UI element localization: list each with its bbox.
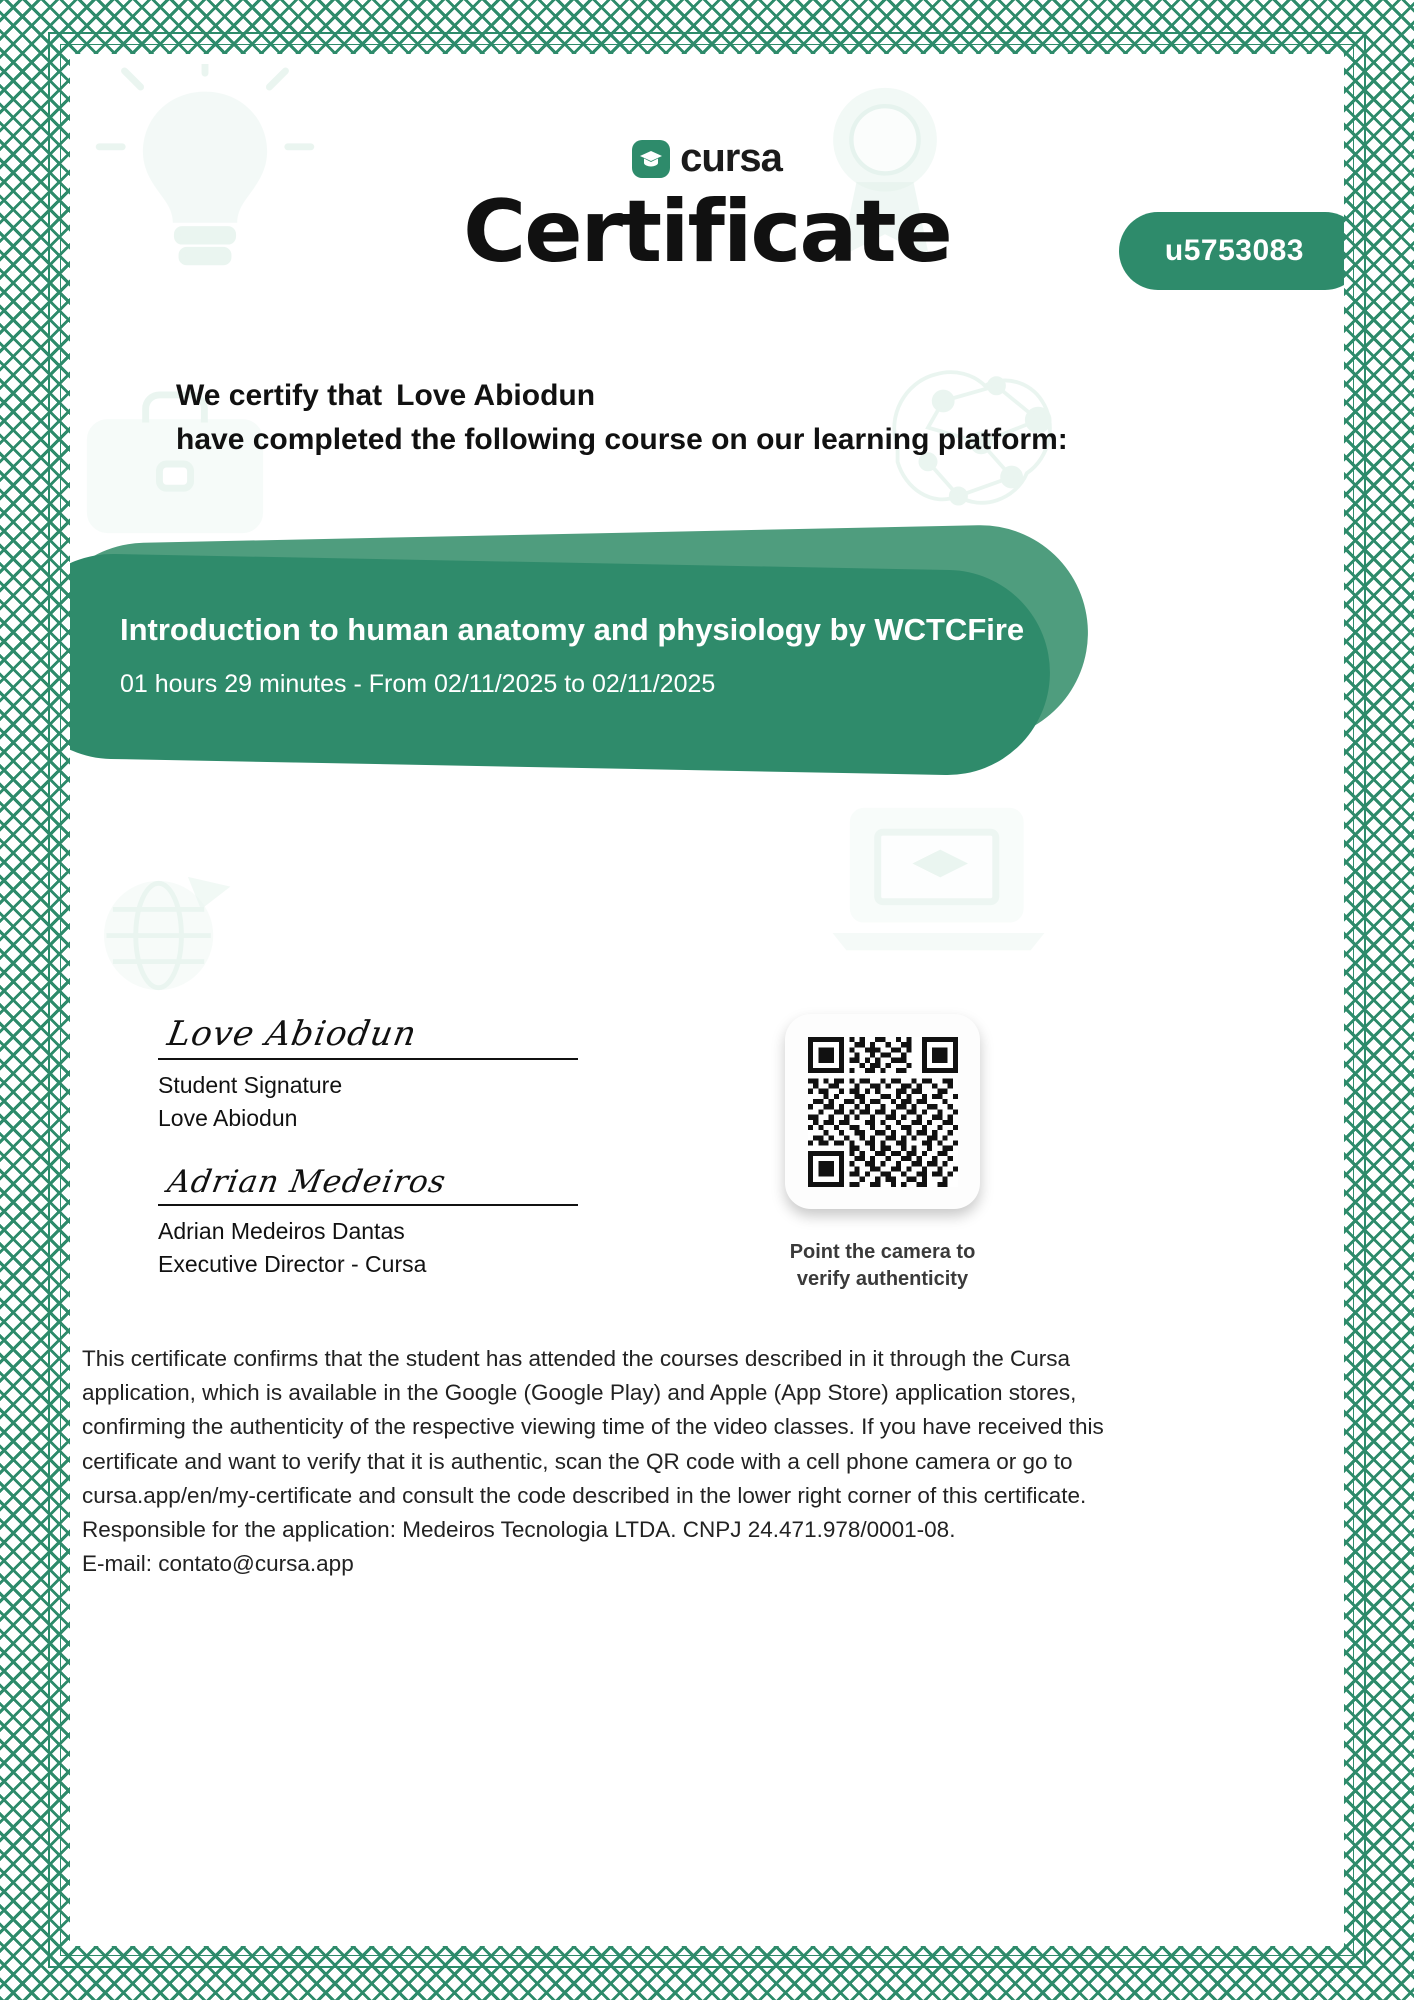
brand-logo: [70, 136, 1344, 181]
course-duration-dates: 01 hours 29 minutes - From 02/11/2025 to 02/11/2025: [120, 670, 716, 698]
footer-line-7-email: E-mail: contato@cursa.app: [82, 1551, 354, 1577]
student-signature-block: [158, 1014, 678, 1134]
footer-line-5: cursa.app/en/my-certificate and consult the code described in the lower right corner of this certificate.: [82, 1482, 1087, 1508]
student-signature-script: Love Abiodun: [164, 1014, 420, 1054]
footer-line-3: confirming the authenticity of the respective viewing time of the video classes. If you have received this: [82, 1414, 1104, 1440]
graduation-cap-icon: [632, 140, 670, 178]
brand-name: cursa: [680, 136, 782, 180]
course-banner-text: [120, 612, 1080, 699]
certify-line-1: [176, 374, 1068, 418]
globe-travel-watermark-icon: [80, 854, 260, 1004]
certificate-content: [70, 54, 1344, 1946]
signature-rule: [158, 1204, 578, 1206]
footer-line-4: certificate and want to verify that it is authentic, scan the QR code with a cell phone camera or go to: [82, 1448, 1073, 1474]
signature-rule: [158, 1058, 578, 1060]
footer-line-6: Responsible for the application: Medeiros Tecnologia LTDA. CNPJ 24.471.978/0001-08.: [82, 1516, 956, 1542]
course-banner: [70, 534, 1120, 794]
certify-prefix: We certify that: [176, 379, 383, 412]
director-signature-block: [158, 1164, 678, 1280]
footer-line-1: This certificate confirms that the student has attended the courses described in it through the Cursa: [82, 1346, 1071, 1371]
qr-code-image: [808, 1037, 958, 1187]
footer-line-2: application, which is available in the Google (Google Play) and Apple (App Store) application stores,: [82, 1380, 1077, 1406]
director-signature-script: Adrian Medeiros: [164, 1164, 450, 1200]
certify-statement: [176, 374, 1068, 461]
laptop-course-watermark-icon: [820, 794, 1050, 959]
director-role: Executive Director - Cursa: [158, 1251, 427, 1278]
student-name: Love Abiodun: [396, 379, 596, 412]
course-title: Introduction to human anatomy and physiology by WCTCFire: [120, 612, 1025, 647]
qr-caption: [730, 1239, 1035, 1293]
qr-code[interactable]: [785, 1014, 980, 1209]
student-signature-name: Love Abiodun: [158, 1105, 298, 1132]
certificate-code-badge: u5753083: [1119, 212, 1344, 290]
student-signature-role: Student Signature: [158, 1072, 343, 1098]
qr-caption-line-2: verify authenticity: [796, 1268, 969, 1290]
certify-line-2: have completed the following course on our learning platform:: [176, 422, 1068, 456]
director-name: Adrian Medeiros Dantas: [158, 1218, 405, 1244]
page-title: Certificate: [463, 182, 951, 282]
footer-disclaimer: [82, 1342, 1262, 1581]
qr-caption-line-1: Point the camera to: [789, 1241, 976, 1263]
